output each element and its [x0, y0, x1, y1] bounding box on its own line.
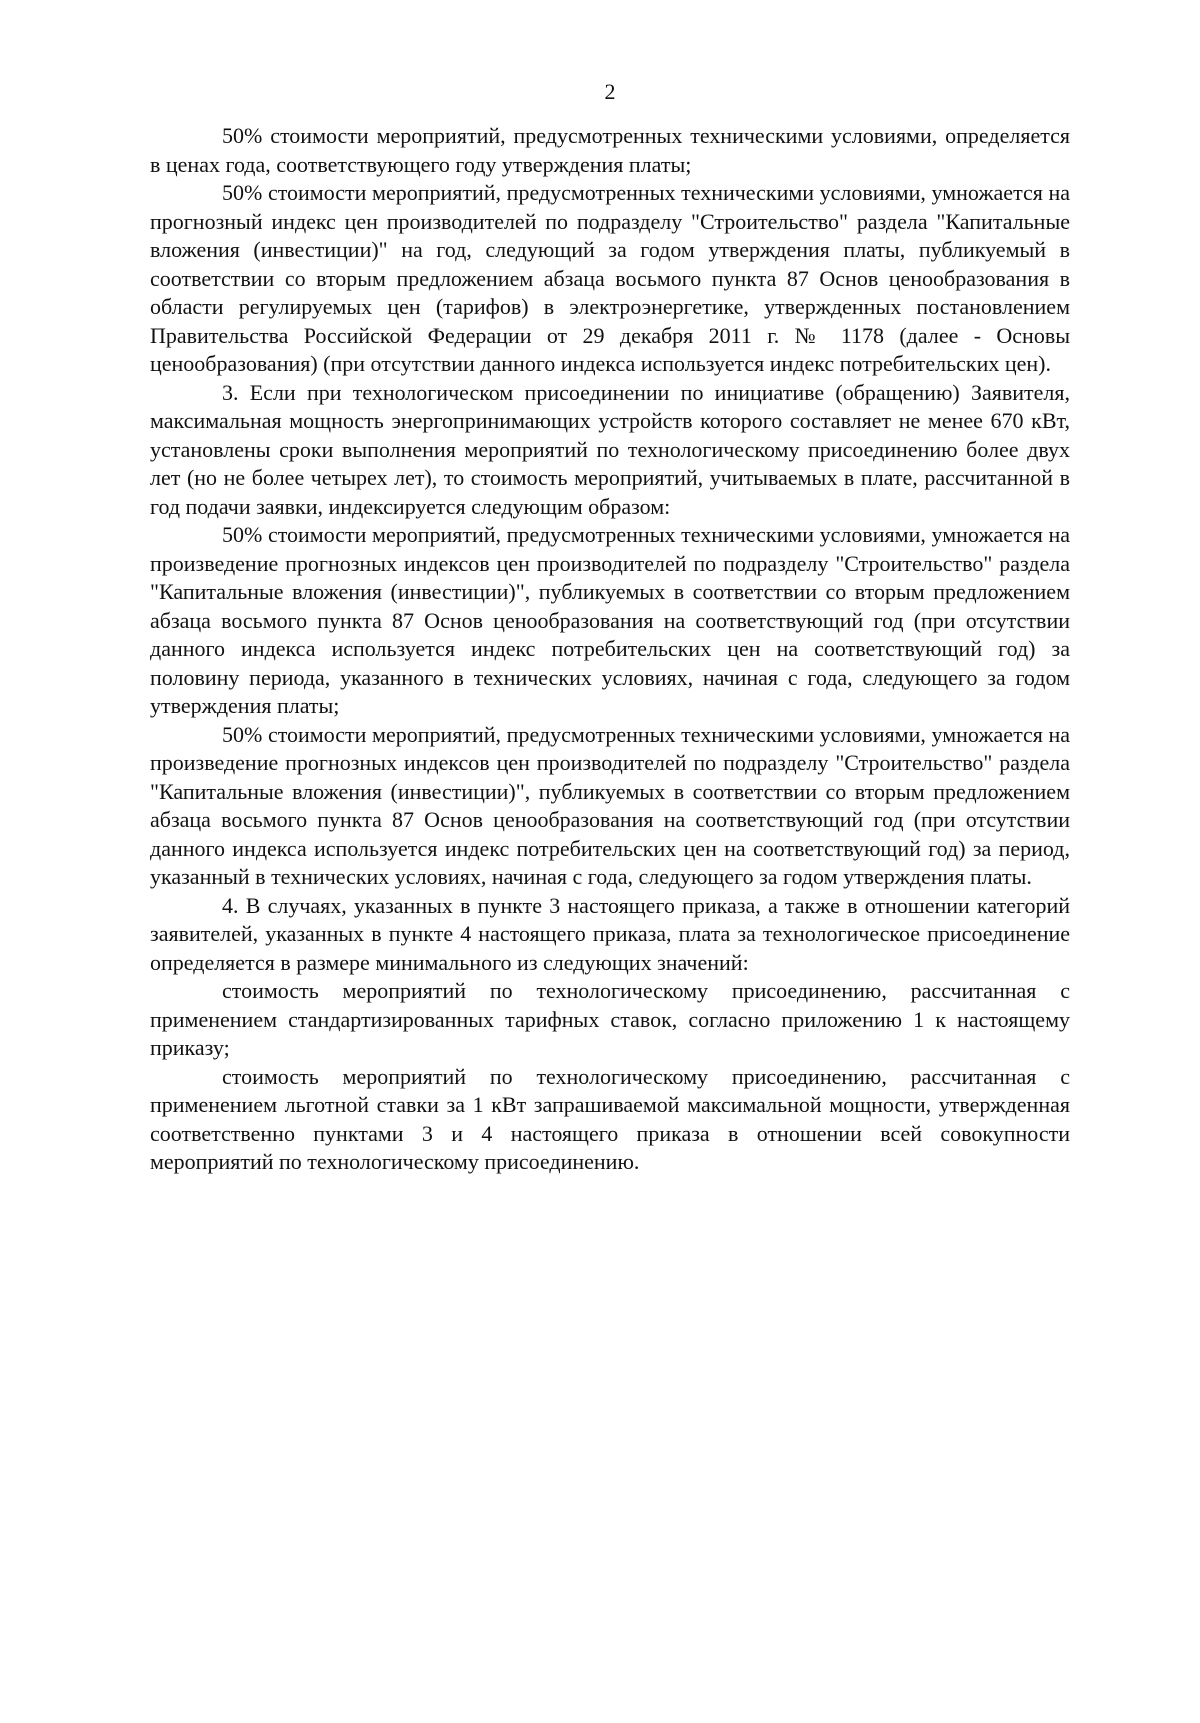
- document-page: [150, 0, 1070, 1177]
- page-number: 2: [604, 79, 616, 104]
- paragraph: стоимость мероприятий по технологическому присоединению, рассчитанная с применением стандартизированных тарифных ставок, согласно приложению 1 к настоящему приказу;: [150, 978, 1070, 1060]
- paragraph: 50% стоимости мероприятий, предусмотренных техническими условиями, умножается на произведение прогнозных индексов цен производителей по подразделу "Строительство" раздела "Капитальные вложения (инвестиции)", публикуемых в соответствии со вторым предложением абзаца восьмого пункта 87 Основ ценообразования на соответствующий год (при отсутствии данного индекса используется индекс потребительских цен на соответствующий год) за период, указанный в технических условиях, начиная с года, следующего за годом утверждения платы.: [150, 721, 1070, 889]
- paragraph: 3. Если при технологическом присоединении по инициативе (обращению) Заявителя, максимальная мощность энергопринимающих устройств которого составляет не менее 670 кВт, установлены сроки выполнения мероприятий по технологическому присоединению более двух лет (но не более четырех лет), то стоимость мероприятий, учитываемых в плате, рассчитанной в год подачи заявки, индексируется следующим образом:: [150, 379, 1070, 519]
- paragraph: 4. В случаях, указанных в пункте 3 настоящего приказа, а также в отношении категорий заявителей, указанных в пункте 4 настоящего приказа, плата за технологическое присоединение определяется в размере минимального из следующих значений:: [150, 892, 1070, 975]
- paragraph: 50% стоимости мероприятий, предусмотренных техническими условиями, определяется в ценах года, соответствующего году утверждения платы;: [150, 123, 1070, 177]
- paragraph: 50% стоимости мероприятий, предусмотренных техническими условиями, умножается на произведение прогнозных индексов цен производителей по подразделу "Строительство" раздела "Капитальные вложения (инвестиции)", публикуемых в соответствии со вторым предложением абзаца восьмого пункта 87 Основ ценообразования на соответствующий год (при отсутствии данного индекса используется индекс потребительских цен на соответствующий год) за половину периода, указанного в технических условиях, начиная с года, следующего за годом утверждения платы;: [150, 522, 1070, 718]
- document-body: [150, 122, 1070, 1177]
- paragraph: 50% стоимости мероприятий, предусмотренных техническими условиями, умножается на прогнозный индекс цен производителей по подразделу "Строительство" раздела "Капитальные вложения (инвестиции)" на год, следующий за годом утверждения платы, публикуемый в соответствии со вторым предложением абзаца восьмого пункта 87 Основ ценообразования в области регулируемых цен (тарифов) в электроэнергетике, утвержденных постановлением Правительства Российской Федерации от 29 декабря 2011 г. № 1178 (далее - Основы ценообразования) (при отсутствии данного индекса используется индекс потребительских цен).: [150, 180, 1070, 376]
- paragraph: стоимость мероприятий по технологическому присоединению, рассчитанная с применением льготной ставки за 1 кВт запрашиваемой максимальной мощности, утвержденная соответственно пунктами 3 и 4 настоящего приказа в отношении всей совокупности мероприятий по технологическому присоединению.: [150, 1063, 1070, 1174]
